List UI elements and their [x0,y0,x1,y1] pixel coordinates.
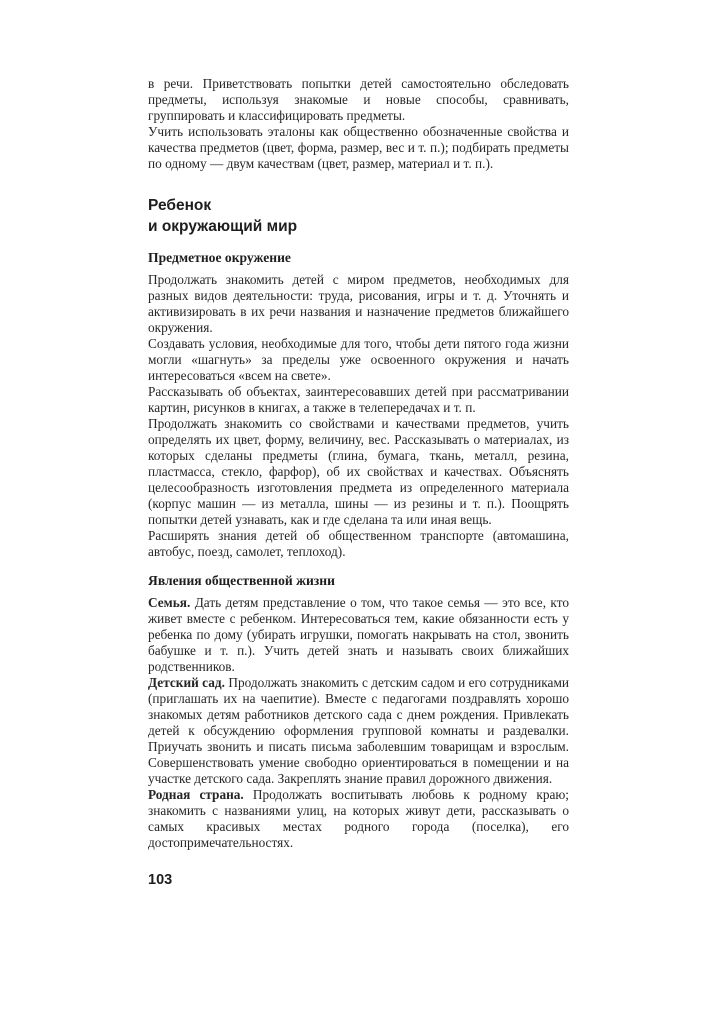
paragraph: Продолжать знакомить детей с миром предметов, необходимых для разных видов деятельности: труда, рисования, игры и т. д. Уточнять и активизировать в их речи названия и назначение предметов ближайшего окружения. [148,272,569,335]
paragraph: Продолжать знакомить со свойствами и качествами предметов, учить определять их цвет, форму, величину, вес. Рассказывать о материалах, из которых сделаны предметы (глина, бумага, ткань, металл, резина, пластмасса, стекло, фарфор), об их свойствах и качествах. Объяснять целесообразность изготовления предмета из определенного материала (корпус машин — из металла, шины — из резины и т. п.). Поощрять попытки детей узнавать, как и где сделана та или иная вещь. [148,416,569,527]
entry-text: Дать детям представление о том, что такое семья — это все, кто живет вместе с ребенком. Интересоваться тем, какие обязанности есть у ребенка по дому (убирать игрушки, помогать накрывать на стол, звонить бабушке и т. п.). Учить детей знать и называть своих ближайших родственников. [148,595,569,674]
paragraph: Учить использовать эталоны как общественно обозначенные свойства и качества предметов (цвет, форма, размер, вес и т. п.); подбирать предметы по одному — двум качествам (цвет, размер, материал и т. п.). [148,124,569,171]
entry-text: Продолжать знакомить с детским садом и его сотрудниками (приглашать их на чаепитие). Вместе с педагогами поздравлять хорошо знакомых детям работников детского сада с днем рождения. Привлекать детей к обсуждению оформления групповой комнаты и раздевалки. Приучать звонить и писать письма заболевшим товарищам и взрослым. Совершенствовать умение свободно ориентироваться в помещении и на участке детского сада. Закреплять знание правил дорожного движения. [148,675,569,786]
entry-lead-semya: Семья. [148,595,191,610]
section-heading-predmetnoe-okruzhenie: Предметное окружение [148,250,291,265]
chapter-title-line-1: Ребенок [148,197,212,214]
paragraph [148,787,569,851]
paragraph [148,595,569,675]
page-number: 103 [148,872,173,888]
paragraph: Рассказывать об объектах, заинтересовавших детей при рассматривании картин, рисунков в книгах, а также в телепередачах и т. п. [148,384,569,415]
paragraph [148,675,569,787]
chapter-title [148,195,569,237]
entry-lead-detskiy-sad: Детский сад. [148,675,225,690]
text-column [148,76,569,888]
section-heading-yavleniya-zhizni: Явления общественной жизни [148,573,335,588]
paragraph: Создавать условия, необходимые для того, чтобы дети пятого года жизни могли «шагнуть» за пределы уже освоенного окружения и начать интересоваться «всем на свете». [148,336,569,383]
paragraph: в речи. Приветствовать попытки детей самостоятельно обследовать предметы, используя знакомые и новые способы, сравнивать, группировать и классифицировать предметы. [148,76,569,123]
entry-text: Продолжать воспитывать любовь к родному краю; знакомить с названиями улиц, на которых живут дети, рассказывать о самых красивых местах родного города (поселка), его достопримечательностях. [148,787,570,850]
chapter-title-line-2: и окружающий мир [148,218,298,235]
paragraph: Расширять знания детей об общественном транспорте (автомашина, автобус, поезд, самолет, теплоход). [148,528,569,559]
entry-lead-rodnaya-strana: Родная страна. [148,787,244,802]
